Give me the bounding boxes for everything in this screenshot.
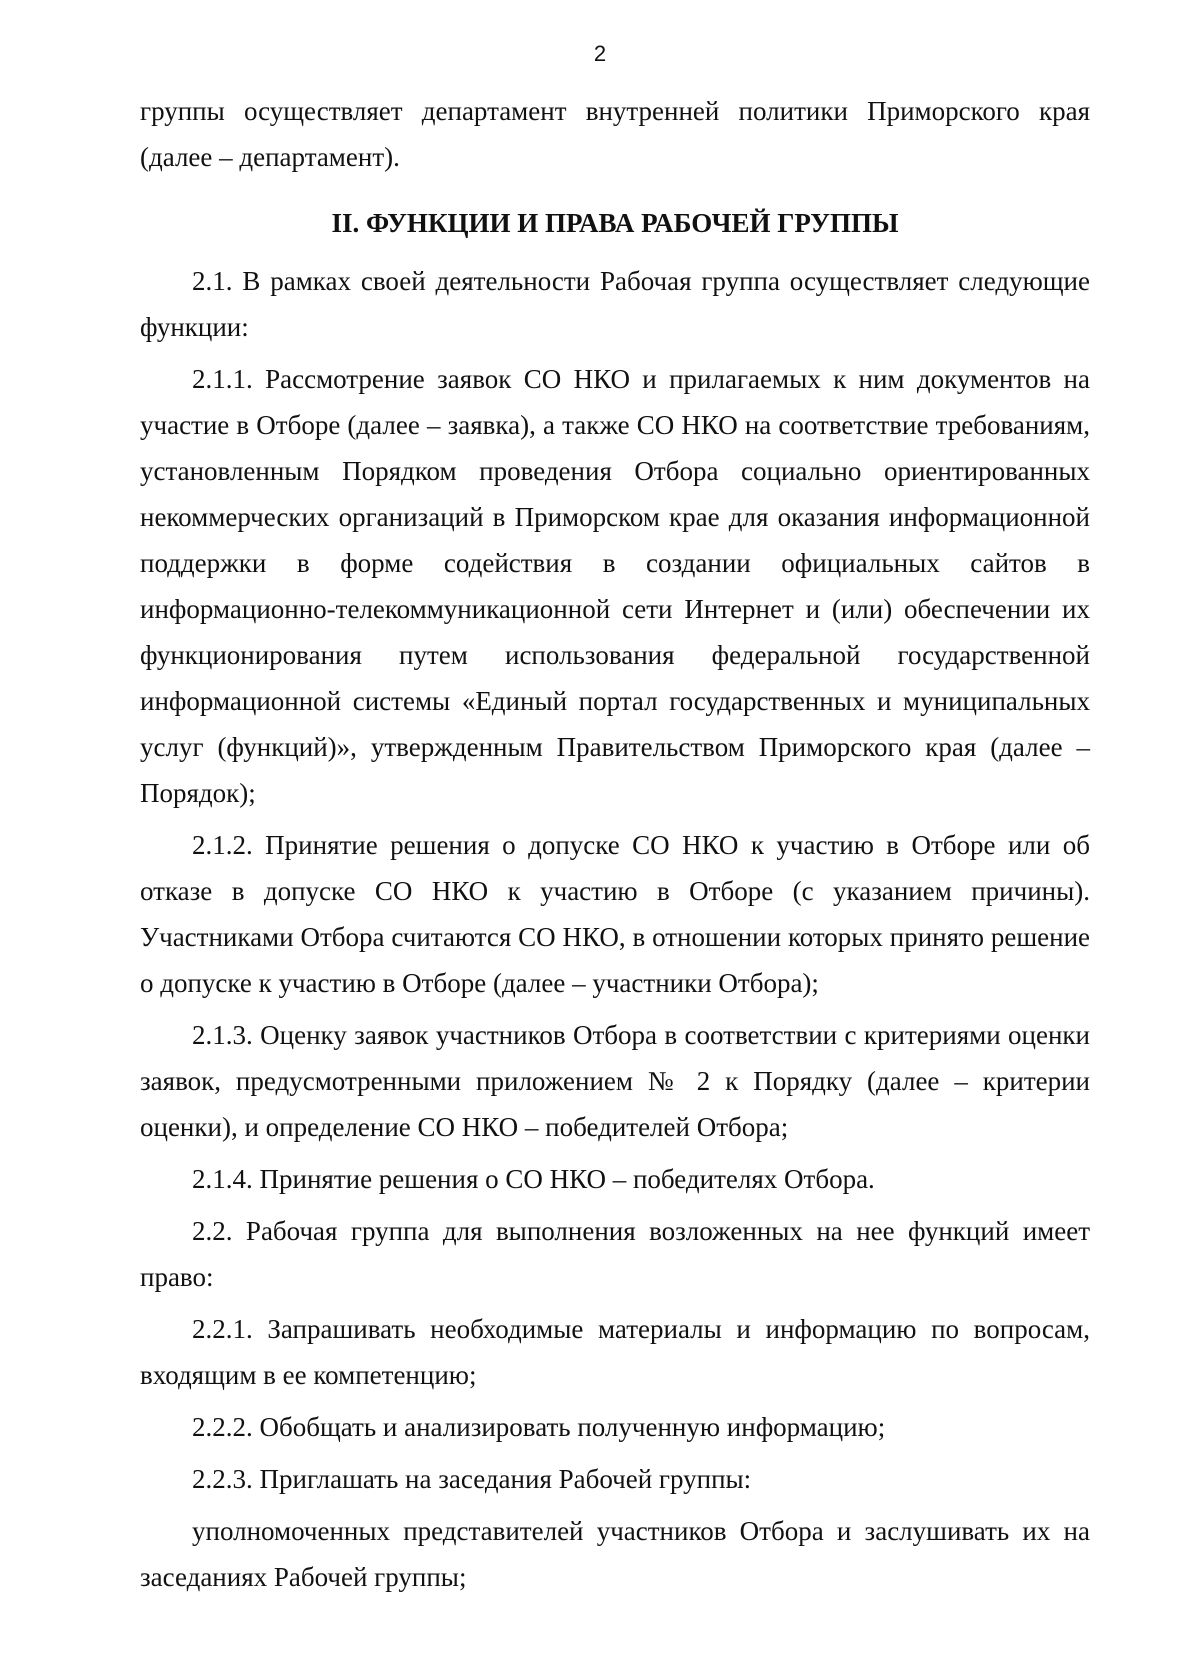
document-body	[140, 88, 1090, 1600]
page-number: 2	[593, 41, 607, 66]
paragraph-invite: уполномоченных представителей участников Отбора и заслушивать их на заседаниях Рабочей группы;	[140, 1516, 1090, 1592]
paragraph-intro: группы осуществляет департамент внутренней политики Приморского края (далее – департамент).	[140, 96, 1090, 172]
paragraph-2-1-1: 2.1.1. Рассмотрение заявок СО НКО и прилагаемых к ним документов на участие в Отборе (далее – заявка), а также СО НКО на соответствие требованиям, установленным Порядком проведения Отбора социально ориентированных некоммерческих организаций в Приморском крае для оказания информационной поддержки в форме содействия в создании официальных сайтов в информационно-телекоммуникационной сети Интернет и (или) обеспечении их функционирования путем использования федеральной государственной информационной системы «Единый портал государственных и муниципальных услуг (функций)», утвержденным Правительством Приморского края (далее – Порядок);	[140, 364, 1090, 808]
paragraph-2-1-4: 2.1.4. Принятие решения о СО НКО – победителях Отбора.	[192, 1164, 875, 1194]
paragraph-2-2: 2.2. Рабочая группа для выполнения возложенных на нее функций имеет право:	[140, 1216, 1090, 1292]
paragraph-2-2-1: 2.2.1. Запрашивать необходимые материалы и информацию по вопросам, входящим в ее компетенцию;	[140, 1314, 1090, 1390]
paragraph-2-2-2: 2.2.2. Обобщать и анализировать полученную информацию;	[192, 1412, 886, 1442]
paragraph-2-2-3: 2.2.3. Приглашать на заседания Рабочей группы:	[192, 1464, 752, 1494]
section-heading: II. ФУНКЦИИ И ПРАВА РАБОЧЕЙ ГРУППЫ	[331, 208, 899, 238]
paragraph-2-1-3: 2.1.3. Оценку заявок участников Отбора в соответствии с критериями оценки заявок, предусмотренными приложением № 2 к Порядку (далее – критерии оценки), и определение СО НКО – победителей Отбора;	[140, 1020, 1090, 1142]
paragraph-2-1-2: 2.1.2. Принятие решения о допуске СО НКО к участию в Отборе или об отказе в допуске СО НКО к участию в Отборе (с указанием причины). Участниками Отбора считаются СО НКО, в отношении которых принято решение о допуске к участию в Отборе (далее – участники Отбора);	[140, 830, 1090, 998]
paragraph-2-1: 2.1. В рамках своей деятельности Рабочая группа осуществляет следующие функции:	[140, 266, 1090, 342]
